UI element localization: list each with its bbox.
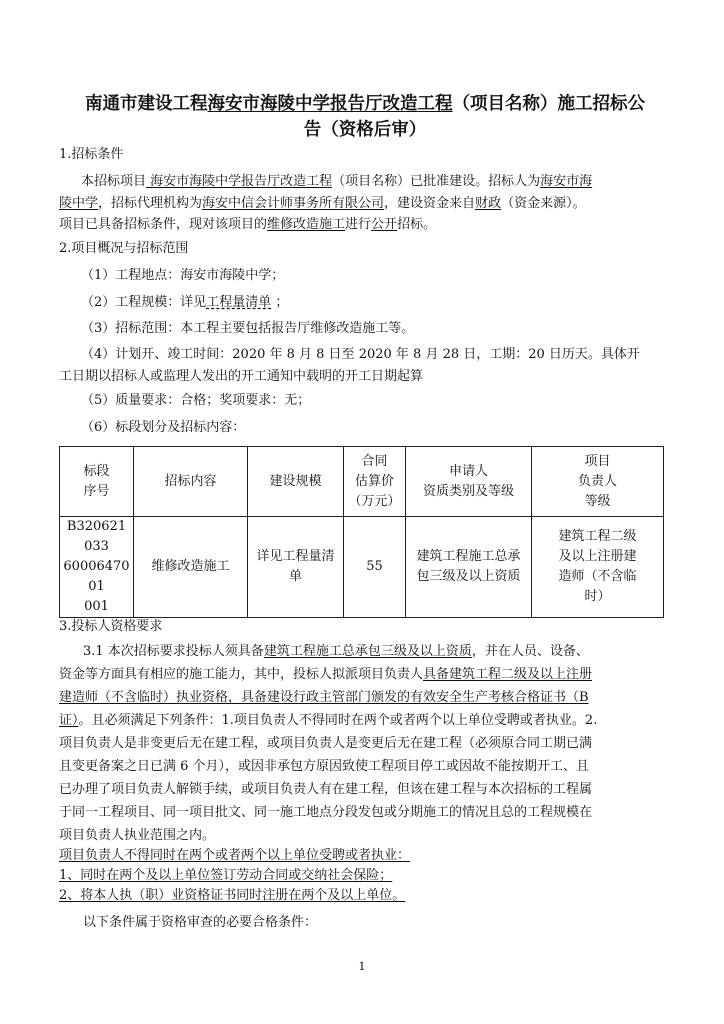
item-lots: （6）标段划分及招标内容： — [81, 420, 246, 435]
page-title — [50, 92, 680, 116]
table-row — [60, 517, 664, 618]
header-estimate: 合同 估算价 （万元） — [344, 447, 406, 517]
text: ，并在人员、设备、 — [471, 644, 589, 659]
title-part: （项目名称）施工招标公 — [452, 94, 645, 114]
underlined-rule: 项目负责人不得同时在两个或者两个以上单位受聘或者执业： — [59, 848, 411, 863]
paragraph-line — [59, 666, 592, 684]
paragraph-line — [83, 643, 589, 661]
paragraph-line — [59, 689, 589, 707]
underlined-rule: 2、将本人执（职）业资格证书同时注册在两个及以上单位。 — [59, 888, 406, 903]
required-qualification: 建筑工程施工总承包三级及以上资质 — [263, 644, 472, 659]
tenderer-name: 海安市海 — [540, 174, 593, 189]
paragraph-line — [59, 195, 586, 213]
cell-qualification: 建筑工程施工总承 包三级及以上资质 — [406, 517, 532, 618]
text: 项目已具备招标条件，现对该项目的 — [59, 217, 268, 232]
text: ，招标代理机构为 — [98, 196, 203, 211]
section-heading-3: 3.投标人资格要求 — [59, 619, 163, 634]
page-title-line2: 告（资格后审） — [303, 120, 427, 140]
agency-name: 海安中信会计师事务所有限公司 — [202, 196, 385, 211]
cell-estimate: 55 — [344, 517, 406, 618]
project-name: 海安市海陵中学报告厅改造工程 — [146, 174, 333, 189]
header-manager-level: 项目 负责人 等级 — [532, 447, 664, 517]
required-certificate: 证） — [59, 713, 79, 728]
item-location: （1）工程地点：海安市海陵中学； — [81, 268, 285, 283]
item-scale — [81, 294, 288, 312]
text: 进行 — [345, 217, 372, 232]
text: 资金等方面具有相应的施工能力，其中，投标人拟派项目负责人 — [59, 667, 424, 682]
item-schedule-cont: 工日期以招标人或监理人发出的开工通知中载明的开工日期起算 — [59, 369, 424, 384]
paragraph-line: 项目负责人执业范围之内。 — [59, 828, 216, 843]
header-qualification: 申请人 资质类别及等级 — [406, 447, 532, 517]
paragraph-line: 且变更备案之日已满 6 个月），或因非承包方原因致使工程项目停工或因故不能按期开工、且 — [59, 759, 590, 774]
text: ； — [271, 295, 289, 310]
text: （2）工程规模：详见 — [81, 295, 207, 310]
underlined-rule: 1、同时在两个及以上单位签订劳动合同或交纳社会保险； — [59, 868, 393, 883]
text: ，建设资金来自 — [384, 196, 476, 211]
paragraph-line: 项目负责人是非变更后无在建工程，或项目负责人是变更后无在建工程（必须原合同工期已满 — [59, 736, 593, 751]
bid-method: 公开 — [371, 217, 398, 232]
item-schedule: （4）计划开、竣工时间：2020 年 8 月 8 日至 2020 年 8 月 28 日，工期：20 日历天。具体开 — [81, 347, 640, 362]
header-content: 招标内容 — [134, 447, 248, 517]
item-quality: （5）质量要求：合格；奖项要求：无； — [81, 393, 311, 408]
paragraph-line — [81, 173, 592, 191]
header-scale: 建设规模 — [248, 447, 344, 517]
text: 本招标项目 — [81, 174, 147, 189]
text: （资金来源）。 — [501, 196, 586, 211]
cell-scale: 详见工程量清 单 — [248, 517, 344, 618]
text: 。且必须满足下列条件：1.项目负责人不得同时在两个或者两个以上单位受聘或者执业。2. — [78, 713, 598, 728]
text: 3.1 本次招标要求投标人须具备 — [83, 644, 264, 659]
required-certificate: 建造师（不含临时）执业资格，具备建设行政主管部门颁发的有效安全生产考核合格证书（B — [59, 690, 589, 705]
paragraph-line: 已办理了项目负责人解锁手续，或项目负责人有在建工程，但该在建工程与本次招标的工程属 — [59, 782, 593, 797]
tenderer-name: 陵中学 — [59, 196, 99, 211]
header-lot-number: 标段 序号 — [60, 447, 134, 517]
bill-of-quantities: 工程量清单 — [206, 295, 272, 310]
text: 招标。 — [397, 217, 437, 232]
cell-lot-number: B320621033 6000647001 001 — [60, 517, 134, 618]
title-project-name: 海安市海陵中学报告厅改造工程 — [207, 94, 453, 114]
page-number: 1 — [358, 960, 366, 973]
paragraph-line — [59, 712, 597, 730]
bid-table — [59, 446, 664, 618]
table-header-row — [60, 447, 664, 517]
cell-manager-level: 建筑工程二级 及以上注册建 造师（不含临 时） — [532, 517, 664, 618]
cell-content: 维修改造施工 — [134, 517, 248, 618]
section-heading-1: 1.招标条件 — [59, 147, 124, 162]
paragraph-line: 以下条件属于资格审查的必要合格条件： — [83, 915, 318, 930]
paragraph-line — [59, 216, 436, 234]
fund-source: 财政 — [475, 196, 502, 211]
paragraph-line: 于同一工程项目、同一项目批文、同一施工地点分段发包或分期施工的情况且总的工程规模在 — [59, 805, 593, 820]
required-manager-level: 具备建筑工程二级及以上注册 — [423, 667, 593, 682]
title-part: 南通市建设工程 — [85, 94, 208, 114]
section-heading-2: 2.项目概况与招标范围 — [59, 241, 189, 256]
text: （项目名称）已批准建设。招标人为 — [332, 174, 541, 189]
item-scope: （3）招标范围：本工程主要包括报告厅维修改造施工等。 — [81, 321, 415, 336]
construction-type: 维修改造施工 — [267, 217, 346, 232]
